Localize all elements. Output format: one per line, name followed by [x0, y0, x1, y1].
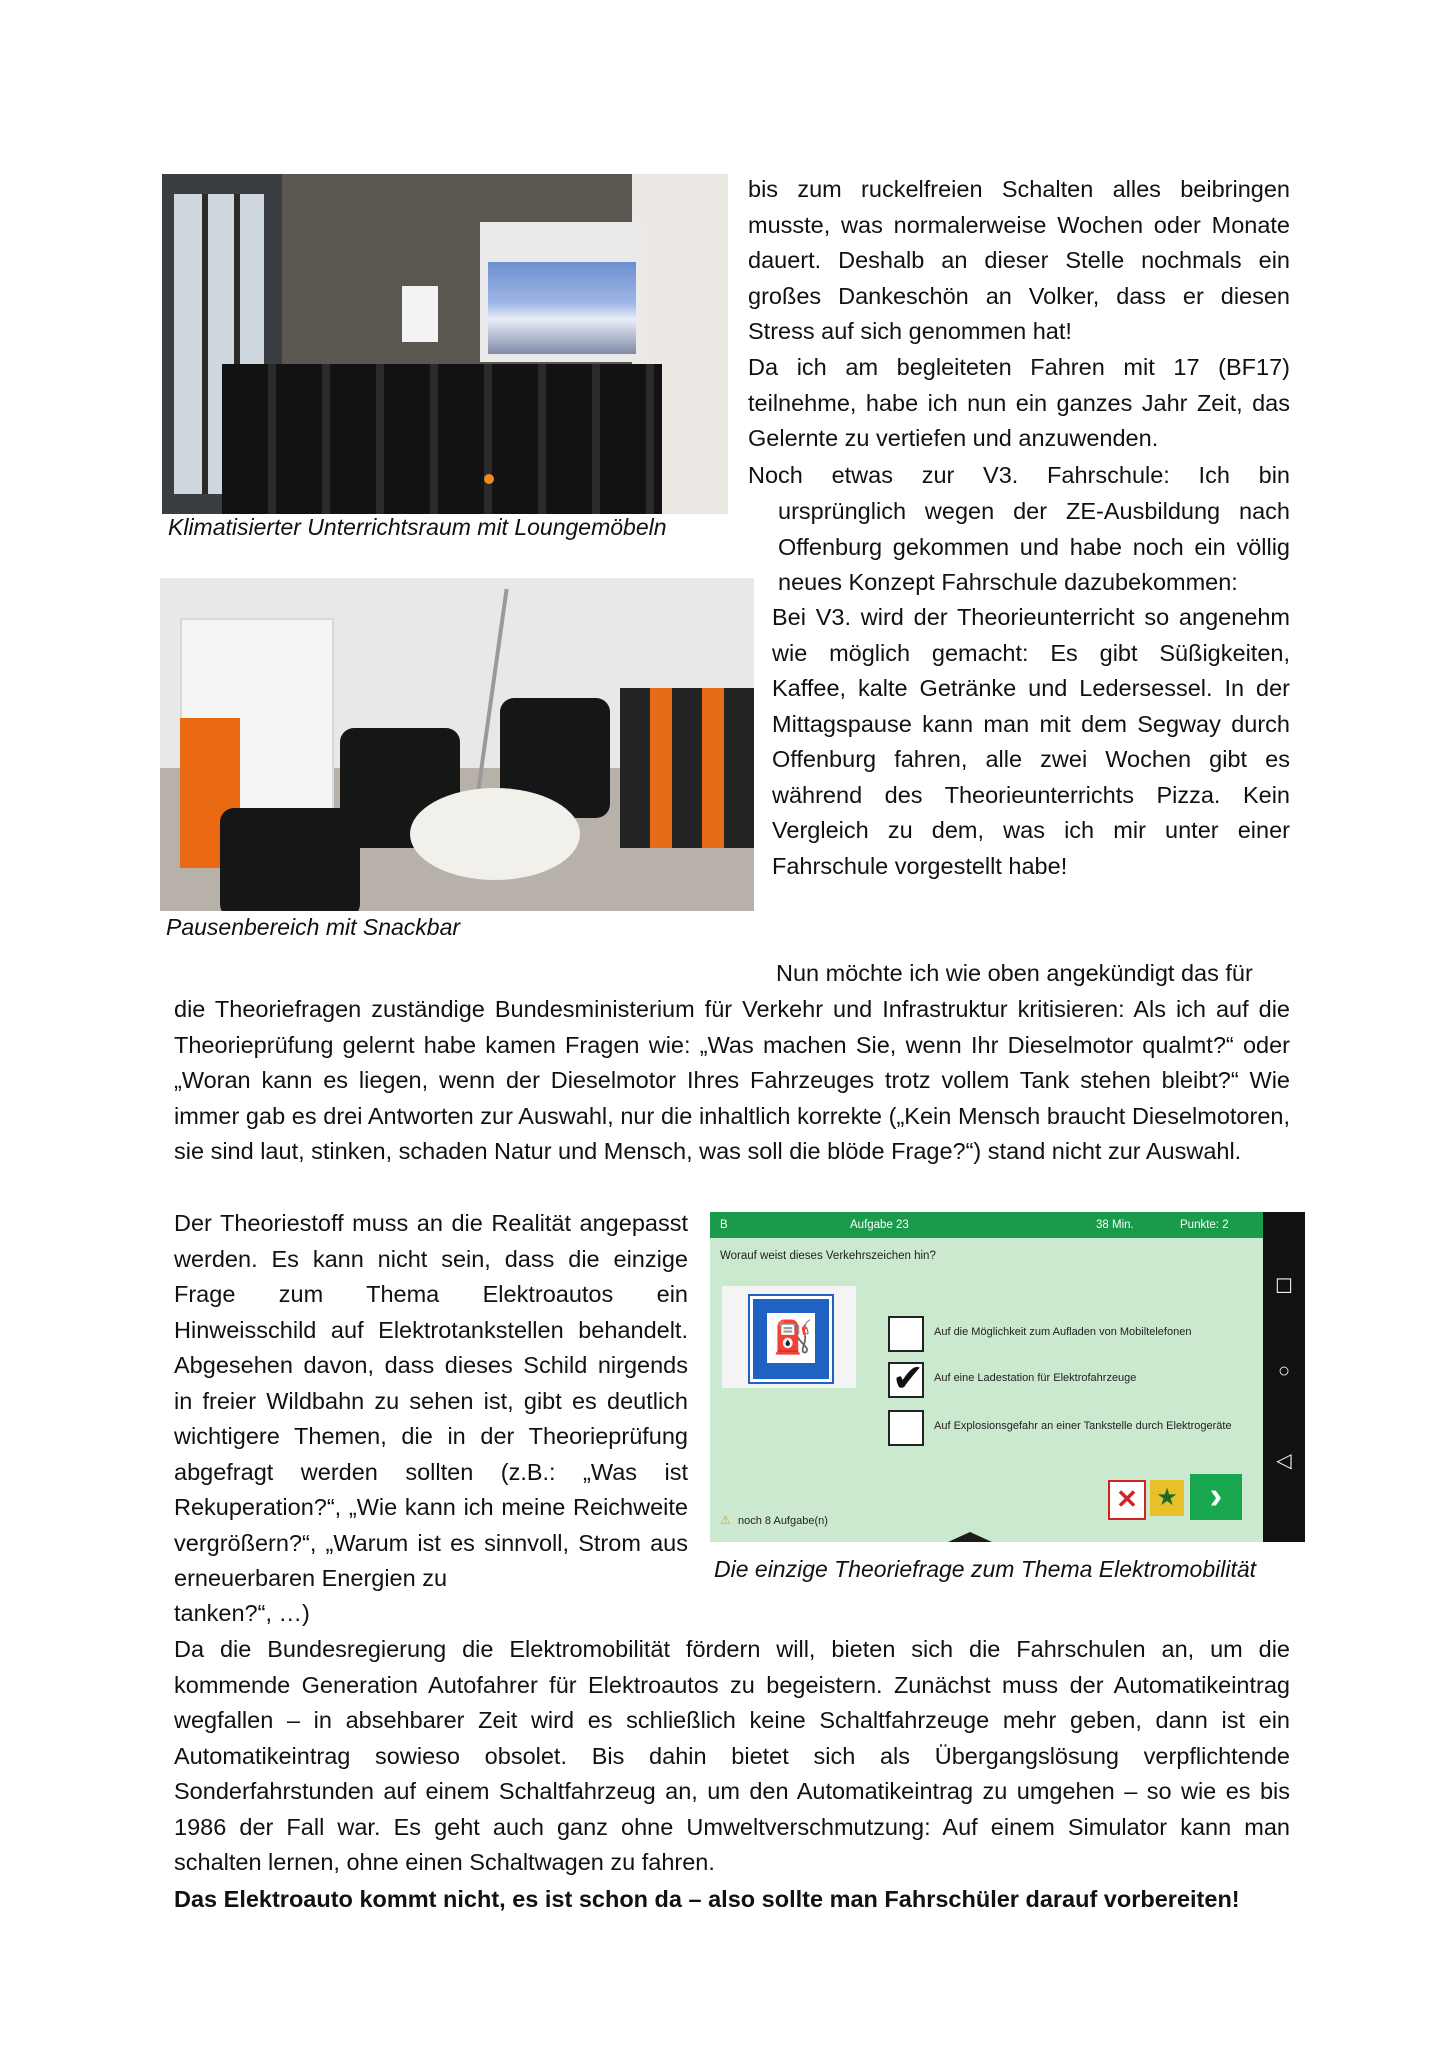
remaining-tasks: noch 8 Aufgabe(n): [738, 1515, 828, 1527]
checkmark-icon: ✔: [892, 1358, 924, 1400]
android-navbar: [1263, 1212, 1305, 1542]
paragraph-5: Der Theoriestoff muss an die Realität angepasst werden. Es kann nicht sein, dass die einzige Frage zum Thema Elektroautos ein Hinweisschild auf Elektrotankstellen behandelt. Abgesehen davon, dass dieses Schild nirgends in freier Wildbahn zu sehen ist, gibt es deutlich wichtigere Themen, die in der Theorieprüfung abgefragt werden sollten (z.B.: „Was ist Rekuperation?“, „Wie kann ich meine Reichweite vergrößern?“, „Warum ist es sinnvoll, Strom aus erneuerbaren Energien zu: [174, 1210, 688, 1591]
task-number: Aufgabe 23: [850, 1219, 909, 1231]
paragraph-2: Da ich am begleiteten Fahren mit 17 (BF17) teilnehme, habe ich nun ein ganzes Jahr Zeit, das Gelernte zu vertiefen und anzuwenden.: [748, 354, 1290, 451]
warning-icon: ⚠: [720, 1513, 731, 1527]
closing-statement: Das Elektroauto kommt nicht, es ist schon da – also sollte man Fahrschüler darauf vorbereiten!: [174, 1886, 1240, 1912]
quiz-header: [710, 1212, 1263, 1238]
lounge-photo: [160, 578, 754, 911]
time-remaining: 38 Min.: [1096, 1219, 1134, 1231]
answer-label: Auf Explosionsgefahr an einer Tankstelle durch Elektrogeräte: [934, 1420, 1232, 1432]
points: Punkte: 2: [1180, 1219, 1229, 1231]
back-icon[interactable]: ◁: [1276, 1450, 1292, 1472]
charging-station-icon: ⛽: [773, 1319, 813, 1355]
paragraph-5-end: tanken?“, …): [174, 1600, 310, 1626]
answer-checkbox[interactable]: [888, 1358, 924, 1400]
answer-checkbox[interactable]: [888, 1316, 924, 1352]
star-icon[interactable]: ★: [1150, 1480, 1184, 1516]
classroom-caption: Klimatisierter Unterrichtsraum mit Loungemöbeln: [168, 514, 667, 540]
home-icon[interactable]: ○: [1277, 1360, 1291, 1382]
paragraph-6: Da die Bundesregierung die Elektromobilität fördern will, bieten sich die Fahrschulen an, um die kommende Generation Autofahrer für Elektroautos zu begeistern. Zunächst muss der Automatikeintrag wegfallen – in absehbarer Zeit wird es schließlich keine Schaltfahrzeuge mehr geben, dann ist ein Automatikeintrag sowieso obsolet. Bis dahin bietet sich als Übergangslösung verpflichtende Sonderfahrstunden auf einem Schaltfahrzeug an, um den Automatikeintrag zu umgehen – so wie es bis 1986 der Fall war. Es geht auch ganz ohne Umweltverschmutzung: Auf einem Simulator kann man schalten lernen, ohne einen Schaltwagen zu fahren.: [174, 1636, 1290, 1875]
answer-label: Auf eine Ladestation für Elektrofahrzeuge: [934, 1372, 1137, 1384]
paragraph-3-start: Noch etwas zur V3. Fahrschule: Ich bin: [748, 462, 1290, 488]
paragraph-4: die Theoriefragen zuständige Bundesministerium für Verkehr und Infrastruktur kritisieren: Als ich auf die Theorieprüfung gelernt habe kamen Fragen wie: „Was machen Sie, wenn Ihr Dieselmotor qualmt?“ oder „Woran kann es liegen, wenn der Dieselmotor Ihres Fahrzeuges trotz vollem Tank stehen bleibt?“ Wie immer gab es drei Antworten zur Auswahl, nur die inhaltlich korrekte („Kein Mensch braucht Dieselmotoren, sie sind laut, stinken, schaden Natur und Mensch, was soll die blöde Frage?“) stand nicht zur Auswahl.: [174, 996, 1290, 1164]
traffic-sign-image: [722, 1286, 856, 1388]
classroom-photo: [162, 174, 728, 514]
answer-checkbox[interactable]: [888, 1410, 924, 1446]
license-class: B: [720, 1219, 728, 1231]
close-icon[interactable]: ✕: [1108, 1480, 1146, 1520]
lounge-caption: Pausenbereich mit Snackbar: [166, 914, 461, 940]
paragraph-3-end: Bei V3. wird der Theorieunterricht so angenehm wie möglich gemacht: Es gibt Süßigkeiten, Kaffee, kalte Getränke und Ledersessel. In der Mittagspause kann man mit dem Segway durch Offenburg fahren, alle zwei Wochen gibt es während des Theorieunterrichts Pizza. Kein Vergleich zu dem, was ich mir unter einer Fahrschule vorgestellt habe!: [772, 604, 1290, 879]
paragraph-3-middle: ursprünglich wegen der ZE-Ausbildung nach Offenburg gekommen und habe noch ein völlig neues Konzept Fahrschule dazubekommen:: [778, 498, 1290, 595]
pull-up-tab[interactable]: [948, 1532, 992, 1542]
theory-quiz-screenshot: [710, 1212, 1305, 1542]
quiz-caption: Die einzige Theoriefrage zum Thema Elektromobilität: [714, 1556, 1257, 1582]
recent-apps-icon[interactable]: ☐: [1275, 1276, 1293, 1298]
answer-label: Auf die Möglichkeit zum Aufladen von Mobiltelefonen: [934, 1326, 1192, 1338]
quiz-question: Worauf weist dieses Verkehrszeichen hin?: [720, 1250, 936, 1262]
next-button[interactable]: ›: [1190, 1474, 1242, 1520]
paragraph-1: bis zum ruckelfreien Schalten alles beibringen musste, was normalerweise Wochen oder Monate dauert. Deshalb an dieser Stelle nochmals ein großes Dankeschön an Volker, dass er diesen Stress auf sich genommen hat!: [748, 176, 1290, 344]
paragraph-4-start: Nun möchte ich wie oben angekündigt das für: [776, 960, 1253, 986]
quiz-app: [710, 1212, 1263, 1542]
